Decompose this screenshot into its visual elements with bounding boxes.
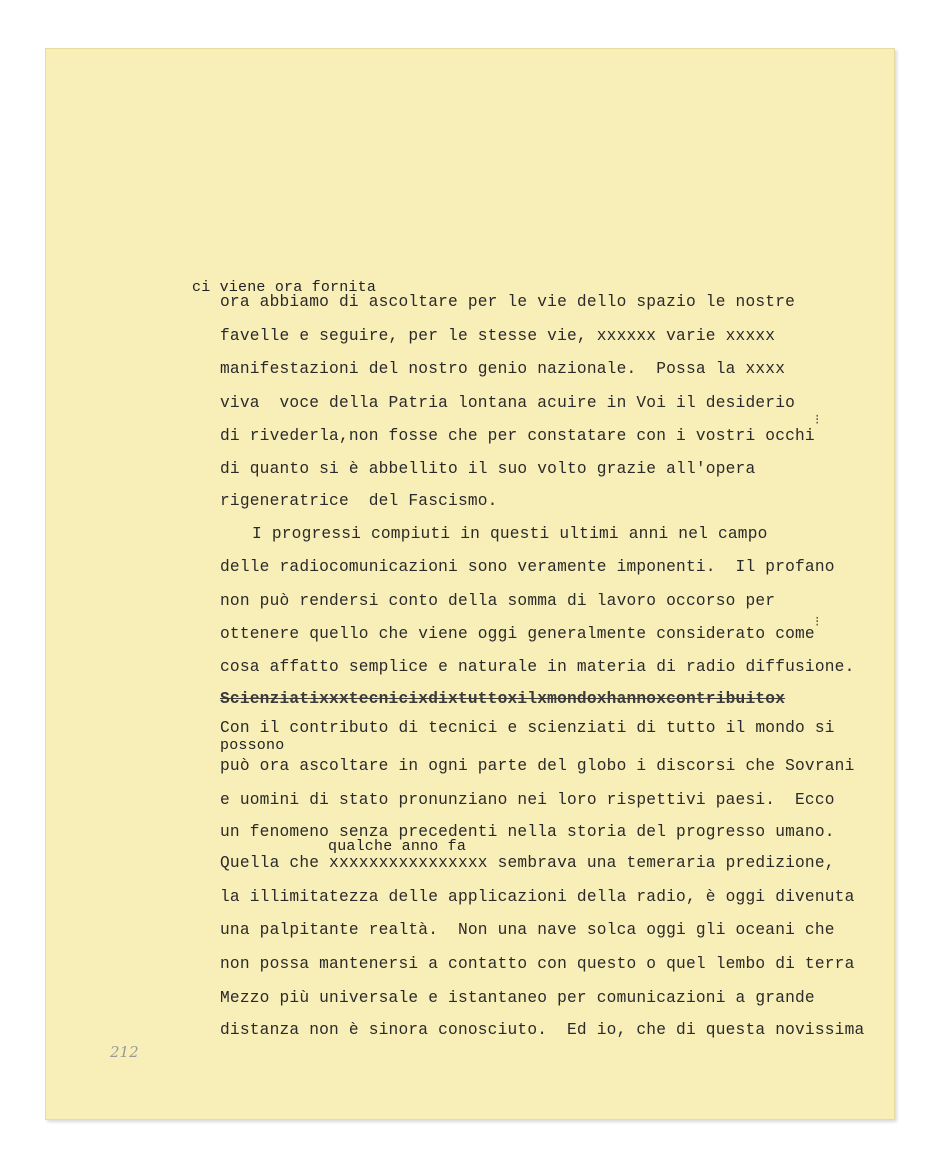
typed-line: una palpitante realtà. Non una nave solca oggi gli oceani che [220,921,835,939]
typed-line: e uomini di stato pronunziano nei loro rispettivi paesi. Ecco [220,791,835,809]
typed-line: Quella che xxxxxxxxxxxxxxxx sembrava una temeraria predizione, [220,854,835,872]
struck-line: Scienziatixxxtecnicixdixtuttoxilxmondoxhannoxcontribuitox [220,690,786,708]
typed-line: può ora ascoltare in ogni parte del globo i discorsi che Sovrani [220,757,855,775]
margin-mark: ⁝ [815,615,820,631]
typed-line: Con il contributo di tecnici e scienziati di tutto il mondo si [220,719,835,737]
typed-line: viva voce della Patria lontana acuire in Voi il desiderio [220,394,796,412]
typed-line: di quanto si è abbellito il suo volto grazie all'opera [220,460,756,478]
typed-line: possono [220,737,285,754]
typed-line: la illimitatezza delle applicazioni della radio, è oggi divenuta [220,888,855,906]
typed-line: distanza non è sinora conosciuto. Ed io, che di questa novissima [220,1021,865,1039]
margin-mark: ⁝ [815,413,820,429]
typed-line: manifestazioni del nostro genio nazionale. Possa la xxxx [220,360,786,378]
typed-line: I progressi compiuti in questi ultimi anni nel campo [252,525,768,543]
typed-line: non può rendersi conto della somma di lavoro occorso per [220,592,776,610]
typed-line: ci viene ora fornita [192,279,377,296]
typed-line: ottenere quello che viene oggi generalmente considerato come [220,625,815,643]
typed-line: un fenomeno senza precedenti nella storia del progresso umano. [220,823,835,841]
typed-line: non possa mantenersi a contatto con questo o quel lembo di terra [220,955,855,973]
typed-line: ora abbiamo di ascoltare per le vie dello spazio le nostre [220,293,796,311]
typed-line: favelle e seguire, per le stesse vie, xxxxxx varie xxxxx [220,327,776,345]
typed-line: delle radiocomunicazioni sono veramente imponenti. Il profano [220,558,835,576]
typed-line: rigeneratrice del Fascismo. [220,492,498,510]
typed-line: di rivederla,non fosse che per constatare con i vostri occhi [220,427,815,445]
typed-line: Mezzo più universale e istantaneo per comunicazioni a grande [220,989,815,1007]
typed-line: qualche anno fa [328,838,467,855]
pencil-note: 212 [110,1043,139,1061]
typed-line: cosa affatto semplice e naturale in materia di radio diffusione. [220,658,855,676]
